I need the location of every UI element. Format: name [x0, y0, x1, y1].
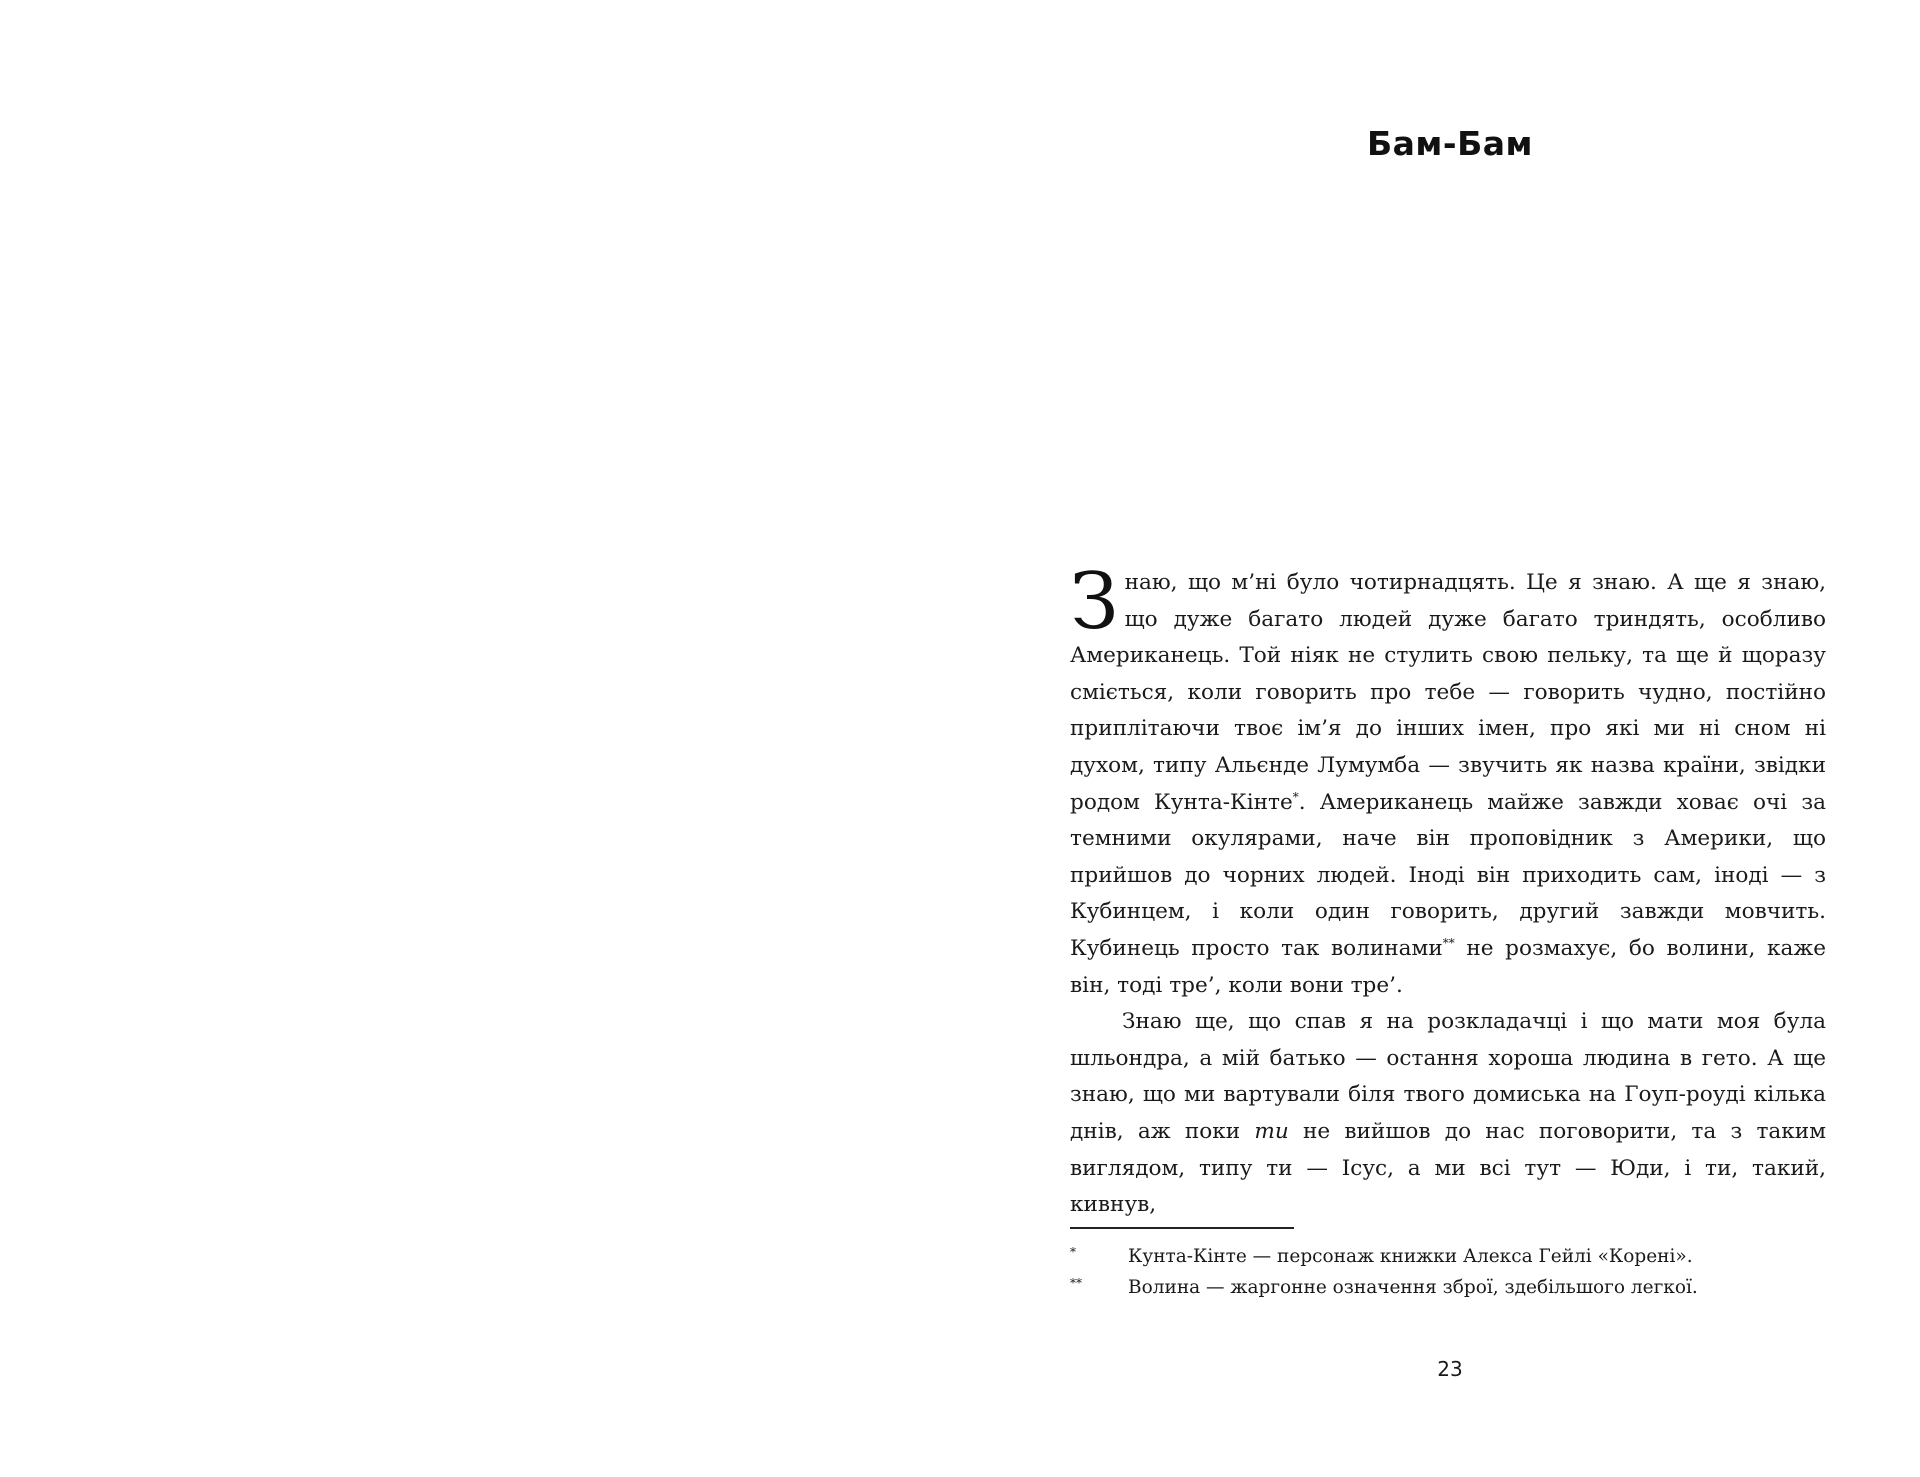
- footnote-1-mark: *: [1070, 1245, 1076, 1259]
- body-text: [1070, 557, 1826, 1224]
- paragraph-2-italic: ти: [1254, 1118, 1289, 1144]
- footnote-1: [1070, 1241, 1830, 1272]
- paragraph-1-text-b: . Американець майже завжди ховає очі за темними окулярами, наче він проповідник з Америки, що прийшов до чорних людей. Іноді він приходить сам, іноді — з Кубинцем, і коли один говорить, другий завжди мовчить. Кубинець просто так волинами: [1070, 789, 1826, 961]
- footnote-2-mark: **: [1070, 1276, 1082, 1290]
- chapter-title: Бам-Бам: [1367, 124, 1533, 163]
- footnote-1-text: Кунта-Кінте — персонаж книжки Алекса Гейлі «Корені».: [1128, 1246, 1693, 1267]
- paragraph-1-text-a: наю, що м’ні було чотирнадцять. Це я знаю. А ще я знаю, що дуже багато людей дуже багато триндять, особливо Американець. Той ніяк не стулить свою пельку, та ще й щоразу сміється, коли говорить про тебе — говорить чудно, постійно приплітаючи твоє ім’я до інших імен, про які ми ні сном ні духом, типу Альєнде Лумумба — звучить як назва країни, звідки родом Кунта-Кінте: [1070, 570, 1826, 815]
- footnote-divider: [1070, 1227, 1294, 1229]
- footnote-2-text: Волина — жаргонне означення зброї, здебільшого легкої.: [1128, 1277, 1698, 1298]
- paragraph-2: [1070, 1004, 1826, 1224]
- footnote-ref-2: **: [1442, 935, 1455, 950]
- drop-cap: З: [1070, 557, 1119, 647]
- paragraph-1: [1070, 557, 1826, 1004]
- paragraph-1-text-c: не розмахує, бо волини, каже він, тоді тре’, коли вони тре’.: [1070, 935, 1826, 998]
- paragraph-2-text-b: не вийшов до нас поговорити, та з таким виглядом, типу ти — Ісус, а ми всі тут — Юди, і ти, такий, кивнув,: [1070, 1118, 1826, 1218]
- footnote-2: [1070, 1272, 1830, 1303]
- paragraph-2-text-a: Знаю ще, що спав я на розкладачці і що мати моя була шльондра, а мій батько — остання хороша людина в гето. А ще знаю, що ми вартували біля твого домиська на Гоуп-роуді кілька днів, аж поки: [1070, 1009, 1826, 1144]
- page-number: 23: [1437, 1357, 1463, 1381]
- footnotes: [1070, 1241, 1830, 1303]
- footnote-ref-1: *: [1292, 789, 1299, 804]
